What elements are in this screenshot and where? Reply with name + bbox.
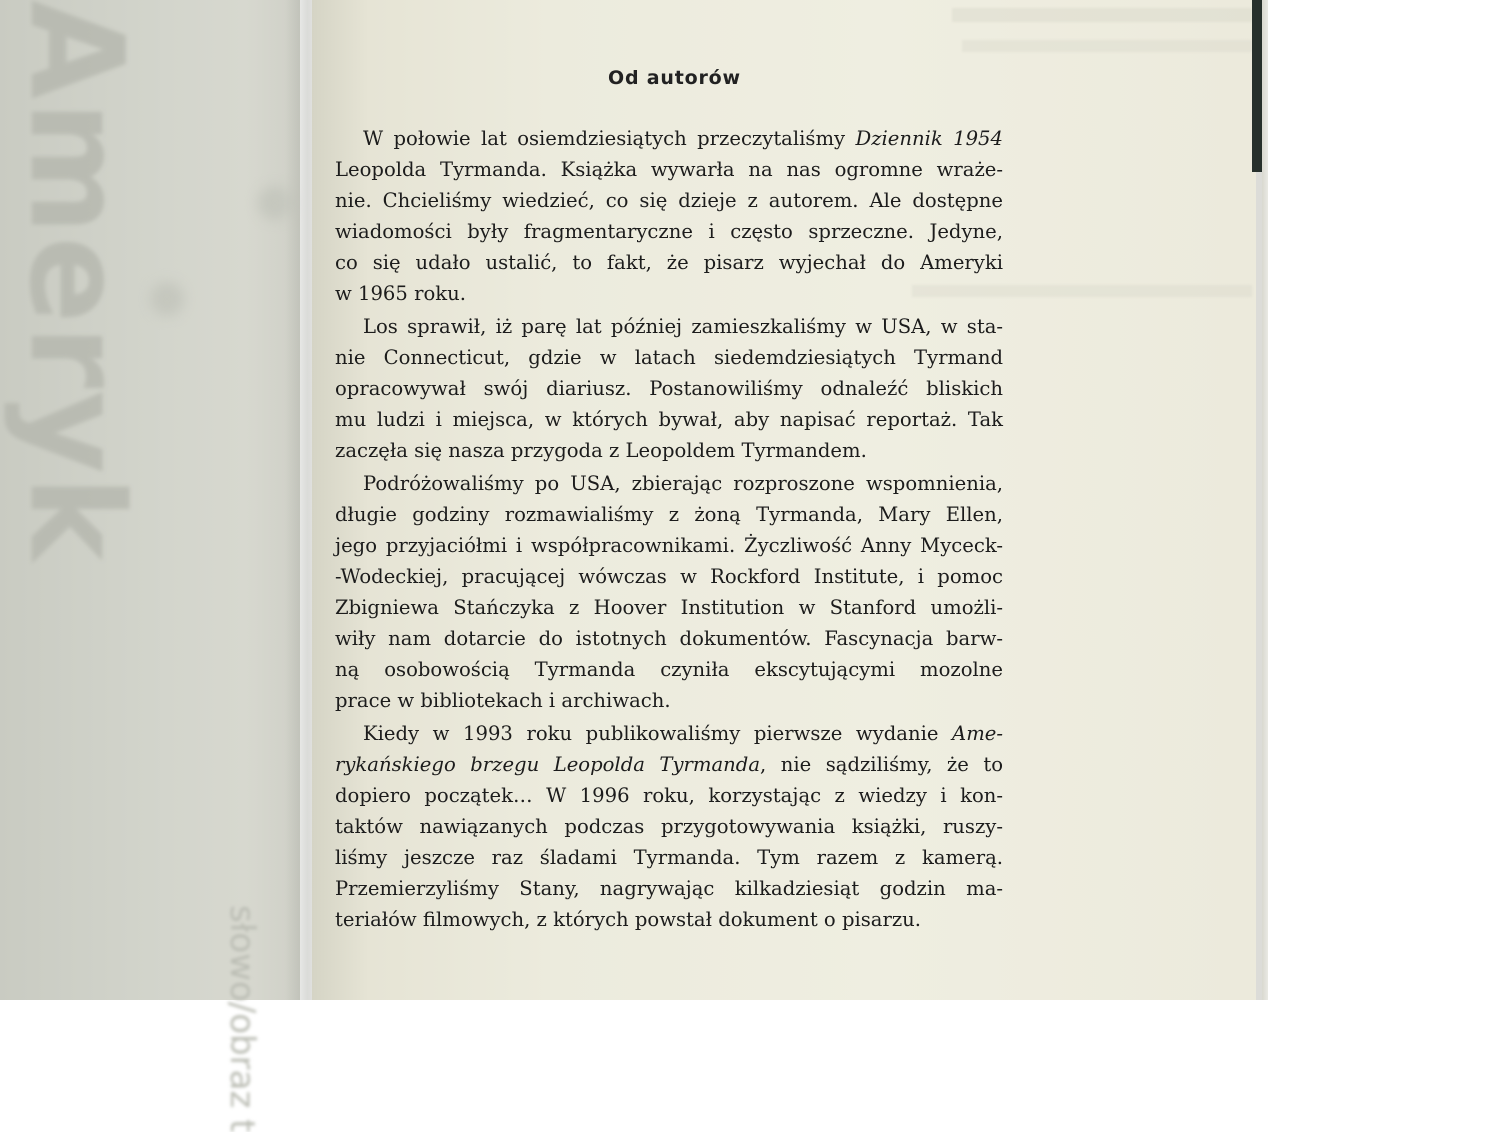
- text-line: Leopolda Tyrmanda. Książka wywarła na nas ogromne wraże-: [335, 158, 1003, 181]
- left-page-mark: [150, 282, 184, 316]
- paragraph: [335, 468, 1003, 716]
- text-line: W połowie lat osiemdziesiątych przeczytaliśmy Dziennik 1954: [363, 127, 1003, 150]
- text-line: mu ludzi i miejsca, w których bywał, aby napisać reportaż. Tak: [335, 408, 1003, 431]
- italic-title: rykańskiego brzegu Leopolda Tyrmanda: [335, 753, 761, 776]
- text-line: Podróżowaliśmy po USA, zbierając rozproszone wspomnienia,: [363, 472, 1003, 495]
- text-line: Przemierzyliśmy Stany, nagrywając kilkadziesiąt godzin ma-: [335, 877, 1003, 900]
- body-text: [335, 123, 1003, 935]
- text-line: w 1965 roku.: [335, 282, 466, 305]
- text-line: wiły nam dotarcie do istotnych dokumentów. Fascynacja barw-: [335, 627, 1003, 650]
- text-line: taktów nawiązanych podczas przygotowywania książki, ruszy-: [335, 815, 1003, 838]
- left-page: [0, 0, 300, 1132]
- paragraph: [335, 123, 1003, 309]
- book-cover-edge: [1252, 0, 1262, 172]
- text-line: nie Connecticut, gdzie w latach siedemdziesiątych Tyrmand: [335, 346, 1003, 369]
- text-line: co się udało ustalić, to fakt, że pisarz wyjechał do Ameryki: [335, 251, 1003, 274]
- show-through-marks: [952, 8, 1252, 22]
- text-line: -Wodeckiej, pracującej wówczas w Rockford Institute, i pomoc: [335, 565, 1003, 588]
- show-through-marks: [962, 40, 1252, 52]
- italic-title: Dziennik 1954: [855, 127, 1003, 150]
- book-cover-edge-lower: [1256, 172, 1262, 1000]
- text-line: rykańskiego brzegu Leopolda Tyrmanda, nie sądziliśmy, że to: [335, 753, 1003, 776]
- italic-title: Ame-: [952, 722, 1003, 745]
- text-line: liśmy jeszcze raz śladami Tyrmanda. Tym razem z kamerą.: [335, 846, 1003, 869]
- text-line: ną osobowością Tyrmanda czyniła ekscytującymi mozolne: [335, 658, 1003, 681]
- text-line: nie. Chcieliśmy wiedzieć, co się dzieje z autorem. Ale dostępne: [335, 189, 1003, 212]
- text-line: wiadomości były fragmentaryczne i często sprzeczne. Jedyne,: [335, 220, 1003, 243]
- text-line: Kiedy w 1993 roku publikowaliśmy pierwsze wydanie Ame-: [363, 722, 1003, 745]
- text-line: zaczęła się nasza przygoda z Leopoldem Tyrmandem.: [335, 439, 867, 462]
- chapter-heading: Od autorów: [608, 67, 741, 89]
- paragraph: [335, 718, 1003, 935]
- text-line: prace w bibliotekach i archiwach.: [335, 689, 671, 712]
- text-line: dopiero początek… W 1996 roku, korzystając z wiedzy i kon-: [335, 784, 1003, 807]
- text-line: teriałów filmowych, z których powstał dokument o pisarzu.: [335, 908, 922, 931]
- text-line: Zbigniewa Stańczyka z Hoover Institution w Stanford umożli-: [335, 596, 1003, 619]
- text-line: Los sprawił, iż parę lat później zamieszkaliśmy w USA, w sta-: [363, 315, 1003, 338]
- text-line: jego przyjaciółmi i współpracownikami. Życzliwość Anny Myceck-: [335, 534, 1003, 557]
- paragraph: [335, 311, 1003, 466]
- left-page-running-title: Ameryk: [1, 0, 150, 563]
- text-line: długie godziny rozmawialiśmy z żoną Tyrmanda, Mary Ellen,: [335, 503, 1003, 526]
- left-page-footer: słowo/obraz t: [222, 905, 262, 1132]
- text-line: opracowywał swój diariusz. Postanowiliśmy odnaleźć bliskich: [335, 377, 1003, 400]
